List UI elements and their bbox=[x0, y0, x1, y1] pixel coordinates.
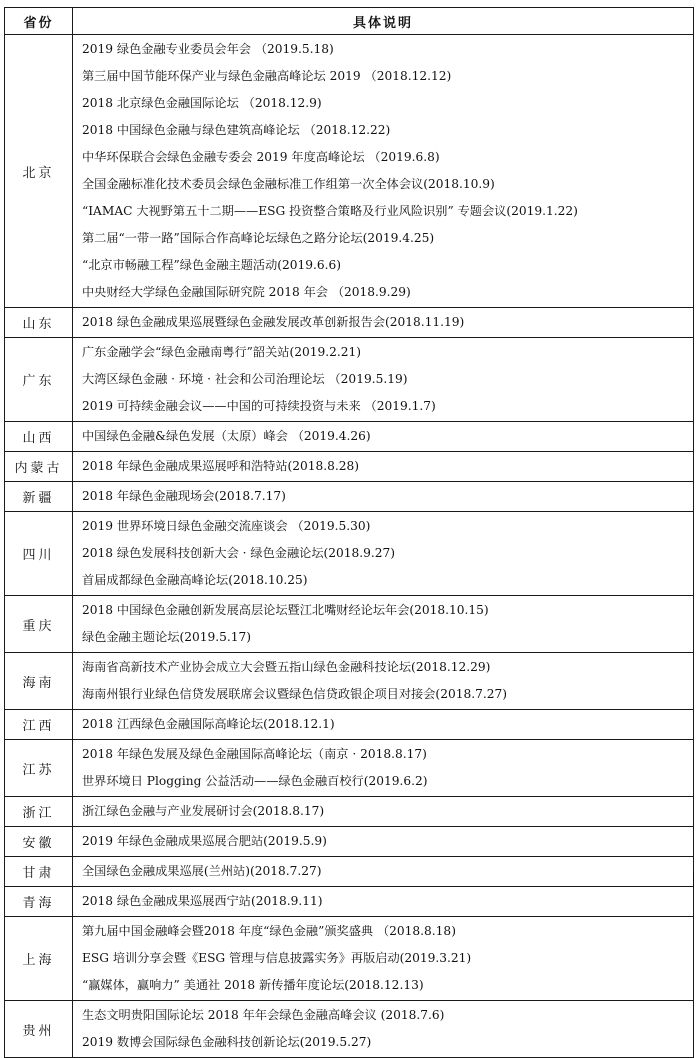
province-cell: 上海 bbox=[5, 917, 73, 1001]
province-cell: 浙江 bbox=[5, 797, 73, 827]
table-row bbox=[5, 1001, 694, 1058]
province-cell: 重庆 bbox=[5, 596, 73, 653]
table-row bbox=[5, 827, 694, 857]
event-item: 海南州银行业绿色信贷发展联席会议暨绿色信贷政银企项目对接会(2018.7.27) bbox=[82, 687, 507, 701]
province-cell: 贵州 bbox=[5, 1001, 73, 1058]
province-cell: 海南 bbox=[5, 653, 73, 710]
event-item: 2019 年绿色金融成果巡展合肥站(2019.5.9) bbox=[82, 834, 327, 848]
event-item: 2018 中国绿色金融创新发展高层论坛暨江北嘴财经论坛年会(2018.10.15) bbox=[82, 603, 489, 617]
table-row bbox=[5, 482, 694, 512]
event-item: 第二届“一带一路”国际合作高峰论坛绿色之路分论坛(2019.4.25) bbox=[82, 231, 435, 245]
description-cell bbox=[73, 512, 694, 596]
event-item: 2019 世界环境日绿色金融交流座谈会 （2019.5.30) bbox=[82, 519, 371, 533]
event-item: 浙江绿色金融与产业发展研讨会(2018.8.17) bbox=[82, 804, 325, 818]
event-item: 第九届中国金融峰会暨2018 年度“绿色金融”颁奖盛典 （2018.8.18) bbox=[82, 924, 456, 938]
event-item: 全国金融标准化技术委员会绿色金融标准工作组第一次全体会议(2018.10.9) bbox=[82, 177, 495, 191]
event-item: 生态文明贵阳国际论坛 2018 年年会绿色金融高峰会议 (2018.7.6) bbox=[82, 1008, 445, 1022]
table-row bbox=[5, 35, 694, 308]
table-row bbox=[5, 338, 694, 422]
event-item: 2018 中国绿色金融与绿色建筑高峰论坛 （2018.12.22) bbox=[82, 123, 391, 137]
description-cell bbox=[73, 797, 694, 827]
table-row bbox=[5, 740, 694, 797]
description-cell bbox=[73, 452, 694, 482]
province-cell: 江苏 bbox=[5, 740, 73, 797]
event-item: 2019 数博会国际绿色金融科技创新论坛(2019.5.27) bbox=[82, 1035, 372, 1049]
table-body bbox=[5, 35, 694, 1058]
description-cell bbox=[73, 422, 694, 452]
event-item: “北京市畅融工程”绿色金融主题活动(2019.6.6) bbox=[82, 258, 342, 272]
events-table bbox=[4, 7, 694, 1058]
event-item: 2018 绿色金融成果巡展西宁站(2018.9.11) bbox=[82, 894, 323, 908]
table-row bbox=[5, 512, 694, 596]
description-cell bbox=[73, 827, 694, 857]
text-cursor bbox=[693, 872, 694, 889]
header-province: 省份 bbox=[5, 8, 73, 35]
description-cell bbox=[73, 653, 694, 710]
province-cell: 甘肃 bbox=[5, 857, 73, 887]
description-cell bbox=[73, 596, 694, 653]
table-row bbox=[5, 797, 694, 827]
description-cell bbox=[73, 35, 694, 308]
event-item: 2018 绿色金融成果巡展暨绿色金融发展改革创新报告会(2018.11.19) bbox=[82, 315, 465, 329]
event-item: 中央财经大学绿色金融国际研究院 2018 年会 （2018.9.29) bbox=[82, 285, 411, 299]
province-cell: 青海 bbox=[5, 887, 73, 917]
table-header-row bbox=[5, 8, 694, 35]
event-item: ESG 培训分享会暨《ESG 管理与信息披露实务》再版启动(2019.3.21) bbox=[82, 951, 472, 965]
header-description: 具体说明 bbox=[73, 8, 694, 35]
table-row bbox=[5, 308, 694, 338]
province-cell: 安徽 bbox=[5, 827, 73, 857]
description-cell bbox=[73, 917, 694, 1001]
event-item: 海南省高新技术产业协会成立大会暨五指山绿色金融科技论坛(2018.12.29) bbox=[82, 660, 491, 674]
event-item: 广东金融学会“绿色金融南粤行”韶关站(2019.2.21) bbox=[82, 345, 361, 359]
description-cell bbox=[73, 338, 694, 422]
event-item: 2018 绿色发展科技创新大会 · 绿色金融论坛(2018.9.27) bbox=[82, 546, 396, 560]
event-item: “IAMAC 大视野第五十二期——ESG 投资整合策略及行业风险识别” 专题会议(2019.1.22) bbox=[82, 204, 578, 218]
event-item: 2019 绿色金融专业委员会年会 （2019.5.18) bbox=[82, 42, 334, 56]
table-row bbox=[5, 653, 694, 710]
description-cell bbox=[73, 308, 694, 338]
event-item: 中国绿色金融&绿色发展（太原）峰会 （2019.4.26) bbox=[82, 429, 371, 443]
table-row bbox=[5, 596, 694, 653]
event-item: 第三届中国节能环保产业与绿色金融高峰论坛 2019 （2018.12.12) bbox=[82, 69, 452, 83]
event-item: 2018 江西绿色金融国际高峰论坛(2018.12.1) bbox=[82, 717, 335, 731]
province-cell: 山西 bbox=[5, 422, 73, 452]
event-item: 2018 北京绿色金融国际论坛 （2018.12.9) bbox=[82, 96, 322, 110]
description-cell bbox=[73, 710, 694, 740]
table-row bbox=[5, 710, 694, 740]
event-item: 绿色金融主题论坛(2019.5.17) bbox=[82, 630, 252, 644]
table-row bbox=[5, 422, 694, 452]
table-row bbox=[5, 857, 694, 887]
event-item: 大湾区绿色金融 · 环境 · 社会和公司治理论坛 （2019.5.19) bbox=[82, 372, 408, 386]
description-cell bbox=[73, 482, 694, 512]
table-row bbox=[5, 917, 694, 1001]
event-item: 2018 年绿色金融成果巡展呼和浩特站(2018.8.28) bbox=[82, 459, 360, 473]
province-cell: 北京 bbox=[5, 35, 73, 308]
event-item: 2019 可持续金融会议——中国的可持续投资与未来 （2019.1.7) bbox=[82, 399, 436, 413]
table-row bbox=[5, 452, 694, 482]
description-cell bbox=[73, 887, 694, 917]
province-cell: 内蒙古 bbox=[5, 452, 73, 482]
description-cell bbox=[73, 740, 694, 797]
description-cell bbox=[73, 857, 694, 887]
province-cell: 山东 bbox=[5, 308, 73, 338]
description-cell bbox=[73, 1001, 694, 1058]
table-row bbox=[5, 887, 694, 917]
province-cell: 广东 bbox=[5, 338, 73, 422]
province-cell: 江西 bbox=[5, 710, 73, 740]
event-item: 首届成都绿色金融高峰论坛(2018.10.25) bbox=[82, 573, 308, 587]
event-item: 2018 年绿色金融现场会(2018.7.17) bbox=[82, 489, 286, 503]
province-cell: 新疆 bbox=[5, 482, 73, 512]
province-cell: 四川 bbox=[5, 512, 73, 596]
event-item: 全国绿色金融成果巡展(兰州站)(2018.7.27) bbox=[82, 864, 322, 878]
event-item: 2018 年绿色发展及绿色金融国际高峰论坛（南京 · 2018.8.17) bbox=[82, 747, 427, 761]
event-item: “赢媒体，赢响力” 美通社 2018 新传播年度论坛(2018.12.13) bbox=[82, 978, 424, 992]
event-item: 中华环保联合会绿色金融专委会 2019 年度高峰论坛 （2019.6.8) bbox=[82, 150, 440, 164]
event-item: 世界环境日 Plogging 公益活动——绿色金融百校行(2019.6.2) bbox=[82, 774, 428, 788]
